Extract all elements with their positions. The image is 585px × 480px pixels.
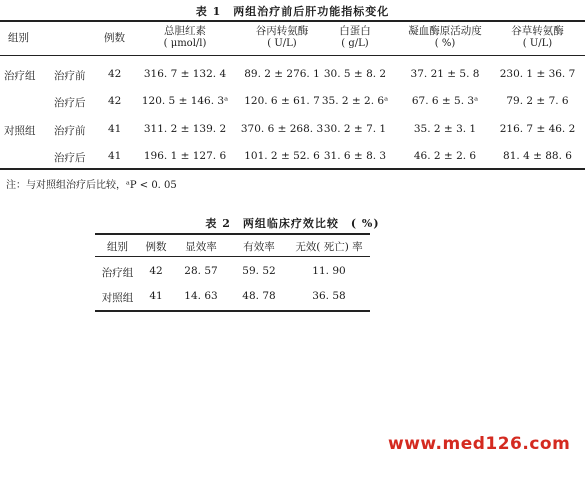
t2-row-effective: 48. 78 bbox=[242, 290, 276, 302]
t1-row-tbil: 316. 7 ± 132. 4 bbox=[143, 68, 227, 80]
t1-row-pta: 37. 21 ± 5. 8 bbox=[410, 68, 480, 80]
t1-row-ast: 81. 4 ± 88. 6 bbox=[503, 150, 572, 162]
t1-row-alb: 31. 6 ± 8. 3 bbox=[323, 150, 387, 162]
t1-header-alb: 白蛋白 bbox=[339, 25, 371, 37]
t1-row-alt: 370. 6 ± 268. 3 bbox=[240, 123, 324, 135]
t2-row-ineffective: 36. 58 bbox=[312, 290, 346, 302]
table1-footnote: 注：与对照组治疗后比较，ᵃP < 0. 05 bbox=[6, 180, 177, 191]
t1-header-pta: 凝血酶原活动度 bbox=[408, 25, 482, 37]
t1-row-alb: 30. 2 ± 7. 1 bbox=[323, 123, 387, 135]
table1-header-rule bbox=[0, 55, 585, 56]
t1-row-phase: 治疗前 bbox=[54, 70, 86, 82]
t1-header-group: 组别 bbox=[8, 32, 29, 44]
t1-row-tbil: 311. 2 ± 139. 2 bbox=[143, 123, 227, 135]
t1-header-ast: 谷草转氨酶 bbox=[511, 25, 564, 37]
t2-row-group: 对照组 bbox=[101, 292, 134, 304]
t1-row-pta: 35. 2 ± 3. 1 bbox=[413, 123, 477, 135]
table2-header-rule bbox=[95, 256, 370, 257]
t2-row-group: 治疗组 bbox=[101, 267, 134, 279]
t1-header-alt: 谷丙转氨酶 bbox=[255, 25, 309, 37]
t1-row-phase: 治疗前 bbox=[54, 125, 86, 137]
t1-row-alb: 30. 5 ± 8. 2 bbox=[323, 68, 387, 80]
t1-row-tbil: 196. 1 ± 127. 6 bbox=[143, 150, 227, 162]
table2-title: 表 2 两组临床疗效比较 ( %) bbox=[205, 217, 380, 230]
site-watermark: www.med126.com bbox=[388, 434, 571, 454]
t1-header-pta-unit: ( %) bbox=[434, 38, 456, 49]
t1-header-tbil: 总胆红素 bbox=[164, 25, 206, 37]
t1-header-alt-unit: ( U/L) bbox=[267, 38, 297, 49]
t2-row-ineffective: 11. 90 bbox=[312, 265, 346, 277]
t1-header-ast-unit: ( U/L) bbox=[522, 38, 553, 49]
table2-bottom-rule bbox=[95, 310, 370, 312]
t1-header-count: 例数 bbox=[104, 32, 125, 44]
t1-row-group: 治疗组 bbox=[4, 70, 36, 82]
t2-row-effective: 59. 52 bbox=[242, 265, 276, 277]
t2-row-marked: 14. 63 bbox=[184, 290, 218, 302]
t1-row-group: 对照组 bbox=[4, 125, 36, 137]
t1-row-count: 42 bbox=[108, 95, 122, 107]
table2-top-rule bbox=[95, 233, 370, 235]
t1-header-alb-unit: ( g/L) bbox=[341, 38, 369, 49]
t1-row-pta: 67. 6 ± 5. 3ᵃ bbox=[411, 95, 479, 107]
t1-row-count: 42 bbox=[108, 68, 122, 80]
t1-row-alt: 101. 2 ± 52. 6 bbox=[244, 150, 320, 162]
t2-header-effective: 有效率 bbox=[243, 241, 275, 253]
t1-row-tbil: 120. 5 ± 146. 3ᵃ bbox=[141, 95, 229, 107]
t1-row-ast: 216. 7 ± 46. 2 bbox=[499, 123, 576, 135]
table1-bottom-rule bbox=[0, 168, 585, 170]
t1-row-alb: 35. 2 ± 2. 6ᵃ bbox=[321, 95, 389, 107]
t2-header-ineffective: 无效( 死亡) 率 bbox=[295, 241, 363, 253]
t1-row-phase: 治疗后 bbox=[54, 97, 86, 109]
t1-row-alt: 120. 6 ± 61. 7 bbox=[244, 95, 320, 107]
t1-row-count: 41 bbox=[108, 150, 122, 162]
t2-row-count: 42 bbox=[149, 265, 163, 277]
t1-header-tbil-unit: ( μmol/l) bbox=[163, 38, 207, 49]
table1-top-rule bbox=[0, 20, 585, 22]
t2-header-marked: 显效率 bbox=[185, 241, 217, 253]
t1-row-ast: 79. 2 ± 7. 6 bbox=[506, 95, 569, 107]
t2-header-count: 例数 bbox=[145, 241, 167, 253]
t1-row-pta: 46. 2 ± 2. 6 bbox=[413, 150, 477, 162]
t1-row-alt: 89. 2 ± 276. 1 bbox=[244, 68, 320, 80]
t1-row-ast: 230. 1 ± 36. 7 bbox=[499, 68, 576, 80]
t2-row-marked: 28. 57 bbox=[184, 265, 218, 277]
t1-row-count: 41 bbox=[108, 123, 122, 135]
table1-title: 表 1 两组治疗前后肝功能指标变化 bbox=[195, 5, 390, 18]
t1-row-phase: 治疗后 bbox=[54, 152, 86, 164]
t2-header-group: 组别 bbox=[107, 241, 128, 253]
t2-row-count: 41 bbox=[149, 290, 163, 302]
